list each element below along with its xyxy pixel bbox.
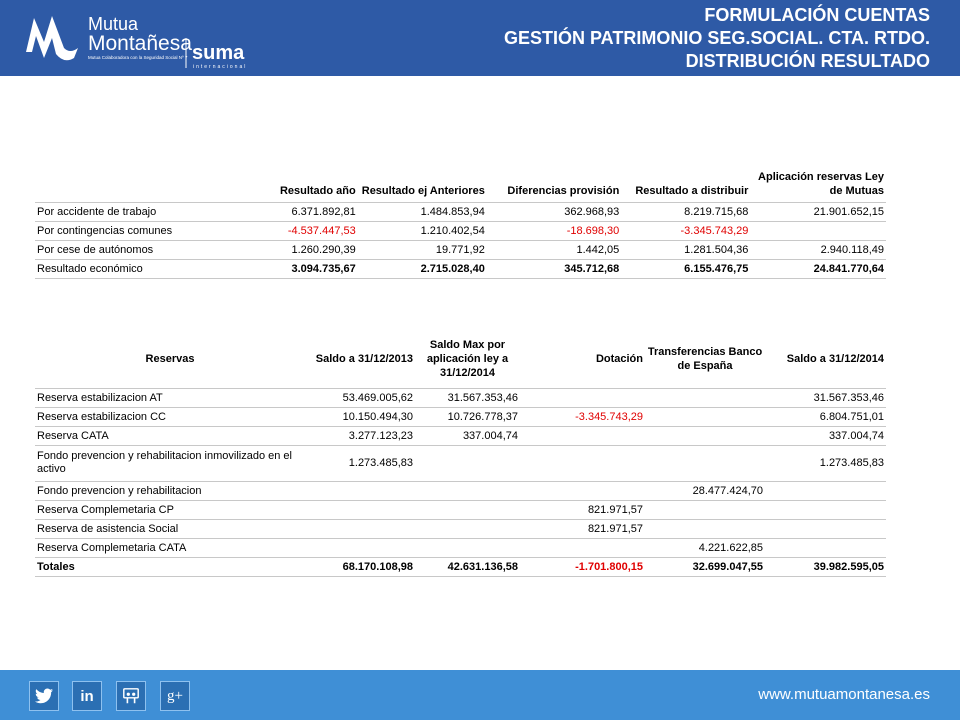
cell-value: 3.277.123,23 bbox=[305, 426, 415, 445]
cell-value: 6.155.476,75 bbox=[621, 259, 750, 278]
linkedin-link[interactable] bbox=[72, 681, 102, 711]
row-label: Por contingencias comunes bbox=[35, 221, 207, 240]
row-label: Reserva de asistencia Social bbox=[35, 519, 305, 538]
table-row bbox=[35, 240, 886, 259]
cell-value: 1.273.485,83 bbox=[765, 445, 886, 481]
slideshare-icon bbox=[122, 687, 140, 705]
table1-header-aplicacion-reservas: Aplicación reservas Ley de Mutuas bbox=[758, 171, 884, 197]
cell-value bbox=[645, 445, 765, 481]
cell-value bbox=[415, 519, 520, 538]
table1-header-resultado-anteriores: Resultado ej Anteriores bbox=[361, 185, 485, 197]
cell-value: 10.150.494,30 bbox=[305, 407, 415, 426]
cell-value-negative: -4.537.447,53 bbox=[207, 221, 358, 240]
cell-value bbox=[645, 500, 765, 519]
cell-value: 6.804.751,01 bbox=[765, 407, 886, 426]
google-plus-link[interactable] bbox=[160, 681, 190, 711]
table2-header-reservas: Reservas bbox=[145, 353, 195, 365]
cell-value bbox=[765, 538, 886, 557]
brand-tagline: Mutua Colaboradora con la Seguridad Social Nº 7 bbox=[88, 55, 188, 60]
cell-value-negative: -18.698,30 bbox=[487, 221, 621, 240]
result-distribution-table bbox=[35, 160, 886, 279]
cell-value: 1.281.504,36 bbox=[621, 240, 750, 259]
cell-value: 1.484.853,94 bbox=[358, 202, 487, 221]
cell-value: 31.567.353,46 bbox=[765, 388, 886, 407]
header-bar bbox=[0, 0, 960, 76]
suma-subtitle: internacional bbox=[193, 64, 248, 70]
cell-value: 24.841.770,64 bbox=[750, 259, 886, 278]
cell-value bbox=[305, 538, 415, 557]
cell-value bbox=[520, 538, 645, 557]
cell-value bbox=[415, 481, 520, 500]
table2-header-saldo-max: Saldo Max por aplicación ley a 31/12/2014 bbox=[426, 339, 509, 379]
cell-value: 3.094.735,67 bbox=[207, 259, 358, 278]
row-label: Reserva CATA bbox=[35, 426, 305, 445]
cell-value bbox=[305, 481, 415, 500]
table-row-total bbox=[35, 259, 886, 278]
table1-header-diferencias: Diferencias provisión bbox=[507, 185, 620, 197]
suma-logo-text: suma bbox=[192, 42, 245, 64]
cell-value bbox=[645, 388, 765, 407]
cell-value bbox=[645, 426, 765, 445]
row-label: Reserva estabilizacion AT bbox=[35, 388, 305, 407]
table-row-total bbox=[35, 557, 886, 576]
cell-value: 8.219.715,68 bbox=[621, 202, 750, 221]
table1-header-resultado-ano: Resultado año bbox=[279, 185, 356, 197]
cell-value: 42.631.136,58 bbox=[415, 557, 520, 576]
table-row bbox=[35, 426, 886, 445]
cell-value-negative: -3.345.743,29 bbox=[621, 221, 750, 240]
cell-value: 53.469.005,62 bbox=[305, 388, 415, 407]
row-label: Totales bbox=[35, 557, 305, 576]
cell-value bbox=[645, 407, 765, 426]
table-row bbox=[35, 481, 886, 500]
cell-value bbox=[305, 519, 415, 538]
cell-value: 10.726.778,37 bbox=[415, 407, 520, 426]
title-line-3: DISTRIBUCIÓN RESULTADO bbox=[685, 51, 930, 71]
cell-value: 2.940.118,49 bbox=[750, 240, 886, 259]
cell-value: 39.982.595,05 bbox=[765, 557, 886, 576]
table-row bbox=[35, 388, 886, 407]
cell-value: 821.971,57 bbox=[520, 500, 645, 519]
row-label: Fondo prevencion y rehabilitacion bbox=[35, 481, 305, 500]
table2-header-saldo-2013: Saldo a 31/12/2013 bbox=[315, 353, 413, 365]
website-link[interactable]: www.mutuamontanesa.es bbox=[758, 686, 930, 703]
cell-value bbox=[415, 500, 520, 519]
mutua-montanesa-logo bbox=[22, 8, 272, 70]
table-row bbox=[35, 500, 886, 519]
cell-value: 68.170.108,98 bbox=[305, 557, 415, 576]
cell-value bbox=[765, 519, 886, 538]
row-label: Por accidente de trabajo bbox=[35, 202, 207, 221]
cell-value: 6.371.892,81 bbox=[207, 202, 358, 221]
brand-line2: Montañesa bbox=[88, 32, 192, 55]
cell-value: 1.273.485,83 bbox=[305, 445, 415, 481]
table2-header-saldo-2014: Saldo a 31/12/2014 bbox=[786, 353, 884, 365]
title-line-2: GESTIÓN PATRIMONIO SEG.SOCIAL. CTA. RTDO. bbox=[503, 28, 930, 48]
slideshare-link[interactable] bbox=[116, 681, 146, 711]
cell-value: 28.477.424,70 bbox=[645, 481, 765, 500]
row-label: Fondo prevencion y rehabilitacion inmovilizado en el activo bbox=[35, 445, 305, 481]
brand-line1: Mutua bbox=[88, 14, 139, 34]
cell-value: 337.004,74 bbox=[765, 426, 886, 445]
row-label: Reserva estabilizacion CC bbox=[35, 407, 305, 426]
cell-value bbox=[765, 481, 886, 500]
reserves-table bbox=[35, 334, 886, 577]
twitter-link[interactable] bbox=[29, 681, 59, 711]
cell-value bbox=[520, 426, 645, 445]
cell-value: 345.712,68 bbox=[487, 259, 621, 278]
table1-header-resultado-distribuir: Resultado a distribuir bbox=[635, 185, 749, 197]
cell-value: 337.004,74 bbox=[415, 426, 520, 445]
cell-value: 1.260.290,39 bbox=[207, 240, 358, 259]
cell-value: 1.442,05 bbox=[487, 240, 621, 259]
row-label: Resultado económico bbox=[35, 259, 207, 278]
table-row bbox=[35, 538, 886, 557]
table-row bbox=[35, 202, 886, 221]
header-titles bbox=[504, 4, 930, 73]
cell-value bbox=[415, 445, 520, 481]
logo-mark-icon bbox=[26, 16, 78, 60]
cell-value bbox=[520, 388, 645, 407]
table2-header-dotacion: Dotación bbox=[595, 353, 643, 365]
google-plus-icon: g+ bbox=[167, 687, 183, 704]
table-row bbox=[35, 221, 886, 240]
cell-value-negative: -1.701.800,15 bbox=[520, 557, 645, 576]
cell-value: 19.771,92 bbox=[358, 240, 487, 259]
table2-header-transferencias: Transferencias Banco de España bbox=[647, 346, 763, 372]
cell-value: 32.699.047,55 bbox=[645, 557, 765, 576]
cell-value bbox=[305, 500, 415, 519]
table-row bbox=[35, 407, 886, 426]
cell-value: 1.210.402,54 bbox=[358, 221, 487, 240]
footer-bar bbox=[0, 670, 960, 720]
table1-header-label bbox=[35, 160, 207, 198]
cell-value bbox=[645, 519, 765, 538]
cell-value-negative: -3.345.743,29 bbox=[520, 407, 645, 426]
cell-value bbox=[520, 481, 645, 500]
cell-value: 4.221.622,85 bbox=[645, 538, 765, 557]
cell-value bbox=[415, 538, 520, 557]
twitter-icon bbox=[35, 688, 53, 704]
cell-value bbox=[520, 445, 645, 481]
table-row bbox=[35, 445, 886, 481]
cell-value: 31.567.353,46 bbox=[415, 388, 520, 407]
row-label: Reserva Complemetaria CP bbox=[35, 500, 305, 519]
title-line-1: FORMULACIÓN CUENTAS bbox=[704, 5, 930, 25]
table-row bbox=[35, 519, 886, 538]
cell-value: 21.901.652,15 bbox=[750, 202, 886, 221]
row-label: Por cese de autónomos bbox=[35, 240, 207, 259]
cell-value bbox=[750, 221, 886, 240]
cell-value: 821.971,57 bbox=[520, 519, 645, 538]
cell-value: 362.968,93 bbox=[487, 202, 621, 221]
cell-value: 2.715.028,40 bbox=[358, 259, 487, 278]
row-label: Reserva Complemetaria CATA bbox=[35, 538, 305, 557]
cell-value bbox=[765, 500, 886, 519]
linkedin-icon: in bbox=[80, 687, 94, 705]
